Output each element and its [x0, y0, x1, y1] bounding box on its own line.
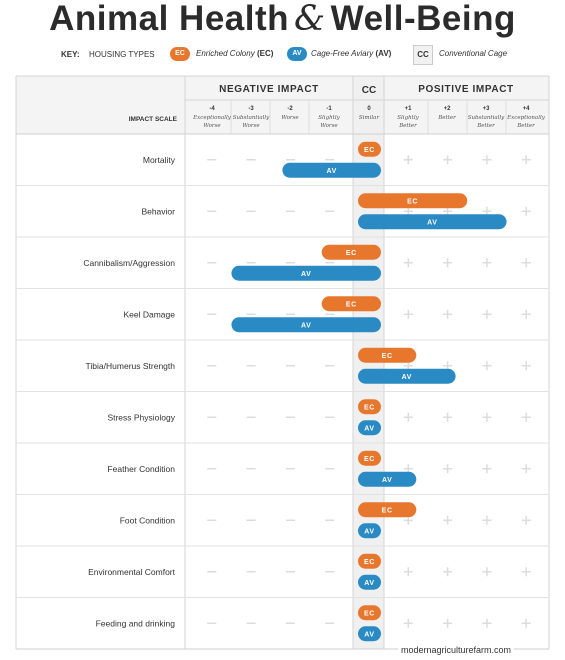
scale-label-3-1: Worse [320, 123, 338, 129]
scale-label-2-0: Worse [281, 115, 299, 121]
row-label-9: Feeding and drinking [95, 618, 175, 629]
legend-cc-box: CC [413, 45, 433, 65]
row-label-7: Foot Condition [119, 515, 175, 526]
row-label-5: Stress Physiology [107, 412, 175, 423]
bar-label-av-2: AV [301, 270, 312, 278]
legend-ec-code: (EC) [256, 49, 274, 58]
scale-value-3: -1 [326, 106, 332, 112]
row-label-4: Tibia/Humerus Strength [85, 360, 175, 371]
title-ampersand: & [294, 0, 326, 39]
scale-label-6-0: Better [438, 115, 456, 121]
bar-label-ec-4: EC [381, 352, 393, 360]
bar-label-ec-0: EC [364, 146, 375, 154]
scale-value-6: +2 [443, 106, 451, 112]
bar-label-ec-9: EC [364, 610, 375, 618]
bar-label-ec-8: EC [364, 558, 375, 566]
row-label-6: Feather Condition [107, 463, 175, 474]
row-label-3: Keel Damage [123, 309, 175, 320]
header-positive-impact: POSITIVE IMPACT [418, 84, 514, 95]
bar-label-ec-1: EC [407, 198, 419, 206]
scale-label-7-1: Better [477, 123, 495, 129]
legend-av-pill: AV [287, 47, 307, 61]
legend-av-code: (AV) [375, 49, 392, 58]
bar-label-av-8: AV [364, 579, 375, 587]
scale-label-1-1: Worse [242, 123, 260, 129]
watermark: modernagriculturefarm.com [398, 645, 514, 655]
legend-ec-name: Enriched Colony [196, 49, 255, 58]
bar-label-ec-6: EC [364, 455, 375, 463]
scale-value-5: +1 [404, 106, 412, 112]
scale-value-8: +4 [522, 106, 530, 112]
impact-scale-label: IMPACT SCALE [128, 116, 177, 123]
bar-label-av-5: AV [364, 425, 375, 433]
scale-value-7: +3 [482, 106, 490, 112]
legend-cc-name: Conventional Cage [439, 49, 508, 58]
bar-label-av-7: AV [364, 528, 375, 536]
bar-label-av-1: AV [427, 219, 438, 227]
legend-housing-types-label: HOUSING TYPES [89, 50, 155, 59]
scale-label-5-1: Better [399, 123, 417, 129]
bar-label-av-0: AV [326, 167, 337, 175]
row-label-2: Cannibalism/Aggression [83, 257, 175, 268]
scale-label-8-0: Exceptionally [507, 115, 545, 121]
legend-av-name: Cage-Free Aviary [311, 49, 374, 58]
scale-label-3-0: Slightly [318, 115, 340, 121]
scale-value-4: 0 [367, 106, 371, 112]
row-label-1: Behavior [141, 206, 175, 217]
header-negative-impact: NEGATIVE IMPACT [219, 84, 319, 95]
bar-label-ec-7: EC [381, 507, 393, 515]
title-right: Well-Being [330, 0, 516, 38]
scale-label-0-1: Worse [203, 123, 221, 129]
scale-label-0-0: Exceptionally [193, 115, 231, 121]
scale-value-2: -2 [287, 106, 293, 112]
row-label-0: Mortality [142, 154, 175, 165]
bar-label-av-9: AV [364, 631, 375, 639]
bar-label-ec-2: EC [345, 249, 357, 257]
scale-value-1: -3 [248, 106, 254, 112]
bar-label-av-4: AV [401, 373, 413, 381]
row-label-8: Environmental Comfort [88, 566, 175, 577]
scale-label-4-0: Similar [358, 115, 380, 121]
scale-label-8-1: Better [517, 123, 535, 129]
header-cc: CC [361, 85, 377, 96]
scale-label-7-0: Substantially [467, 115, 505, 121]
bar-label-ec-3: EC [345, 301, 357, 309]
scale-value-0: -4 [209, 106, 215, 112]
bar-label-av-3: AV [301, 322, 312, 330]
legend-ec-pill: EC [170, 47, 190, 61]
bar-label-ec-5: EC [364, 404, 375, 412]
bar-label-av-6: AV [381, 476, 393, 484]
title-left: Animal Health [49, 0, 290, 38]
legend-key-label: KEY: [61, 50, 80, 59]
scale-label-1-0: Substantially [232, 115, 270, 121]
scale-label-5-0: Slightly [397, 115, 419, 121]
